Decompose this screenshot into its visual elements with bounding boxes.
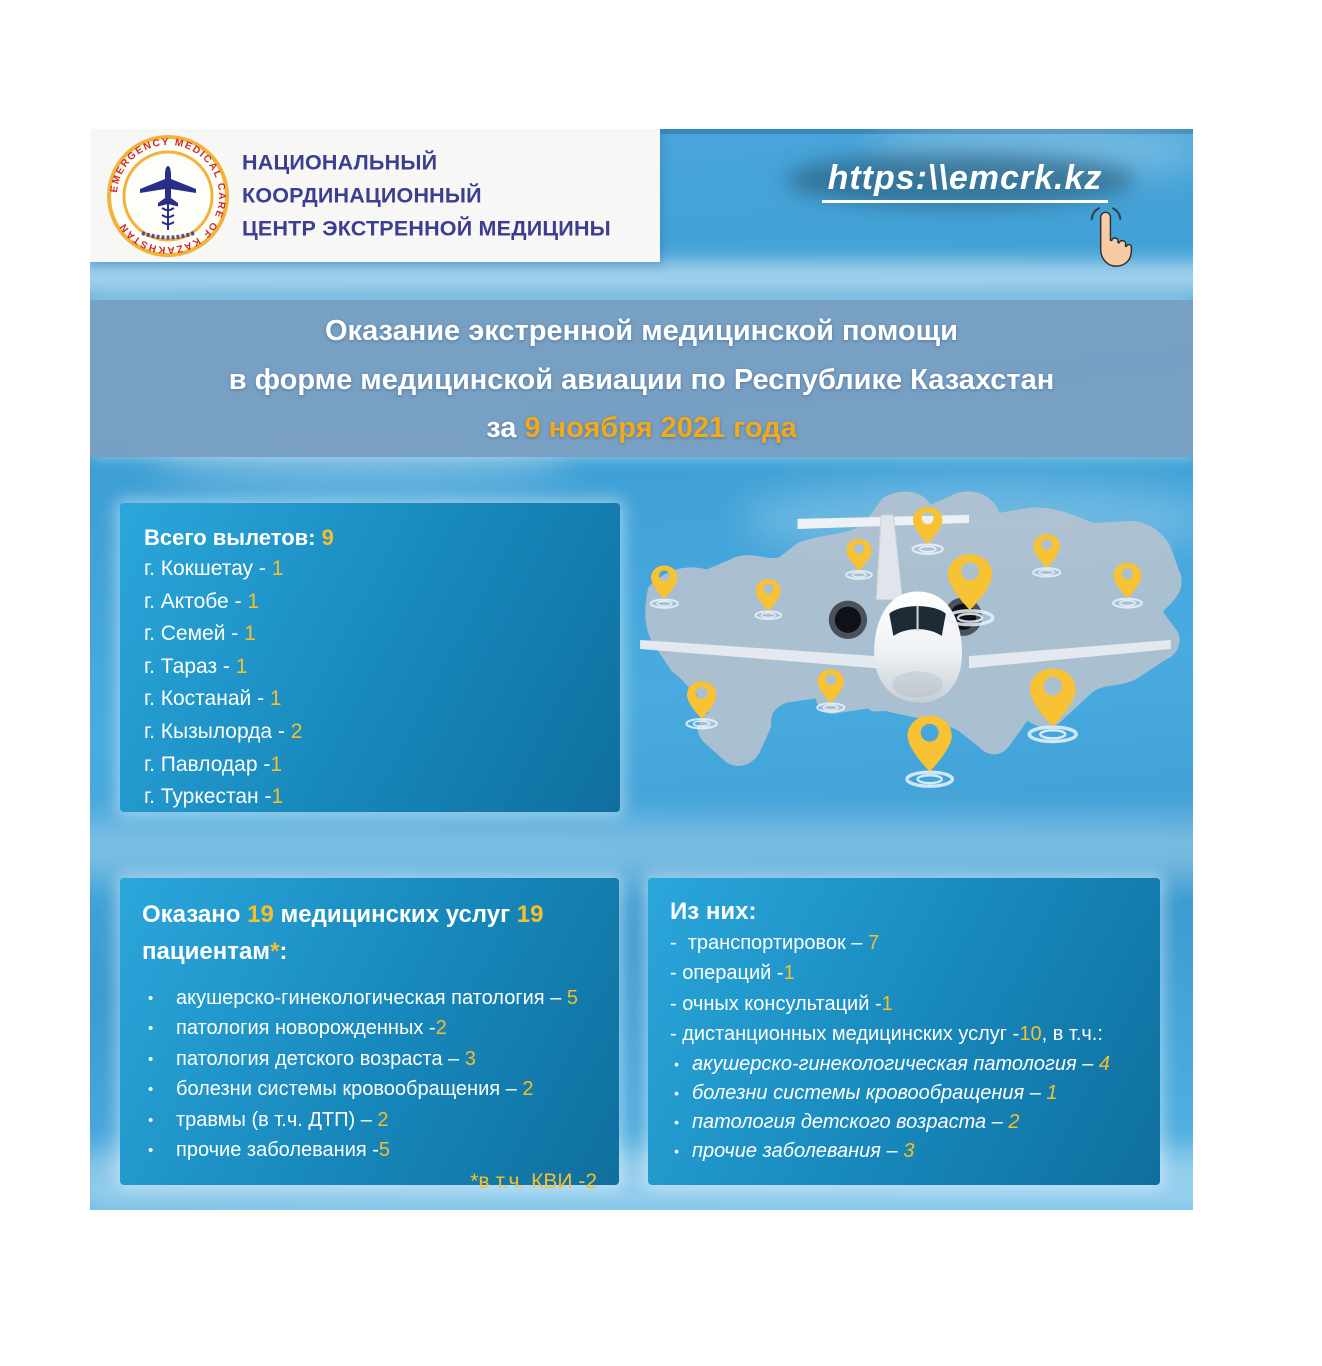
breakdown-panel [648, 878, 1160, 1185]
service-item: • прочие заболевания -5 [142, 1135, 597, 1165]
flight-row: г. Тараз - 1 [144, 654, 248, 678]
breakdown-item: - дистанционных медицинских услуг -10, в т.ч.: [670, 1023, 1103, 1046]
logo-ring-text: EMERGENCY MEDICAL CARE OF KAZAKHSTAN [109, 136, 228, 256]
breakdown-item: - очных консультаций -1 [670, 992, 893, 1015]
breakdown-item: - транспортировок – 7 [670, 932, 880, 954]
map-area [628, 477, 1193, 813]
breakdown-sub-item: • патология детского возраста – 2 [670, 1108, 1138, 1137]
cloud [90, 261, 1193, 295]
org-name [242, 146, 660, 245]
services-panel [120, 878, 619, 1194]
service-item: • акушерско-гинекологическая патология – 5 [142, 983, 597, 1013]
cloud [90, 819, 1193, 879]
kazakhstan-map [628, 477, 1193, 813]
title-line2: в форме медицинской авиации по Республике Казахстан [228, 363, 1055, 396]
website-link-area [730, 151, 1193, 231]
service-item: • травмы (в т.ч. ДТП) – 2 [142, 1105, 597, 1135]
flight-row: г. Кызылорда - 2 [144, 719, 303, 743]
org-name-line2: ЦЕНТР ЭКСТРЕННОЙ МЕДИЦИНЫ [242, 216, 611, 240]
infographic-canvas [90, 129, 1193, 1210]
flight-row: г. Костанай - 1 [144, 687, 282, 711]
title-line1: Оказание экстренной медицинской помощи [325, 315, 958, 347]
service-item: • болезни системы кровообращения – 2 [142, 1074, 597, 1104]
title-band [90, 300, 1193, 457]
tap-hand-icon [1078, 203, 1134, 267]
breakdown-heading: Из них: [670, 898, 757, 925]
title-line3: за 9 ноября 2021 года [486, 412, 797, 444]
breakdown-sub-item: • акушерско-гинекологическая патология – 4 [670, 1050, 1138, 1079]
covid-footnote: *в т.ч. КВИ -2 [470, 1170, 597, 1194]
flight-row: г. Павлодар -1 [144, 752, 283, 776]
location-pin-icon [907, 716, 952, 787]
breakdown-sub-item: • прочие заболевания – 3 [670, 1137, 1138, 1166]
services-heading: Оказано 19 медицинских услуг 19 пациентам*: [142, 901, 544, 965]
flights-panel [120, 503, 620, 812]
flight-row: г. Актобе - 1 [144, 589, 260, 613]
breakdown-item: - операций -1 [670, 962, 795, 985]
service-item: • патология новорожденных -2 [142, 1013, 597, 1043]
header-bar [90, 129, 660, 262]
services-list [142, 983, 597, 1165]
org-name-line1: НАЦИОНАЛЬНЫЙ КООРДИНАЦИОННЫЙ [242, 150, 482, 207]
flights-heading: Всего вылетов: 9 [144, 525, 334, 550]
org-logo [106, 134, 230, 258]
website-url-link[interactable]: https:\\emcrk.kz [822, 151, 1109, 203]
title-date: 9 ноября 2021 года [524, 412, 797, 444]
service-item: • патология детского возраста – 3 [142, 1044, 597, 1074]
breakdown-sub-item: • болезни системы кровообращения – 1 [670, 1079, 1138, 1108]
location-pin-icon [651, 565, 678, 607]
flight-row: г. Семей - 1 [144, 622, 256, 646]
flight-row: г. Кокшетау - 1 [144, 557, 284, 580]
flight-row: г. Туркестан -1 [144, 785, 284, 809]
